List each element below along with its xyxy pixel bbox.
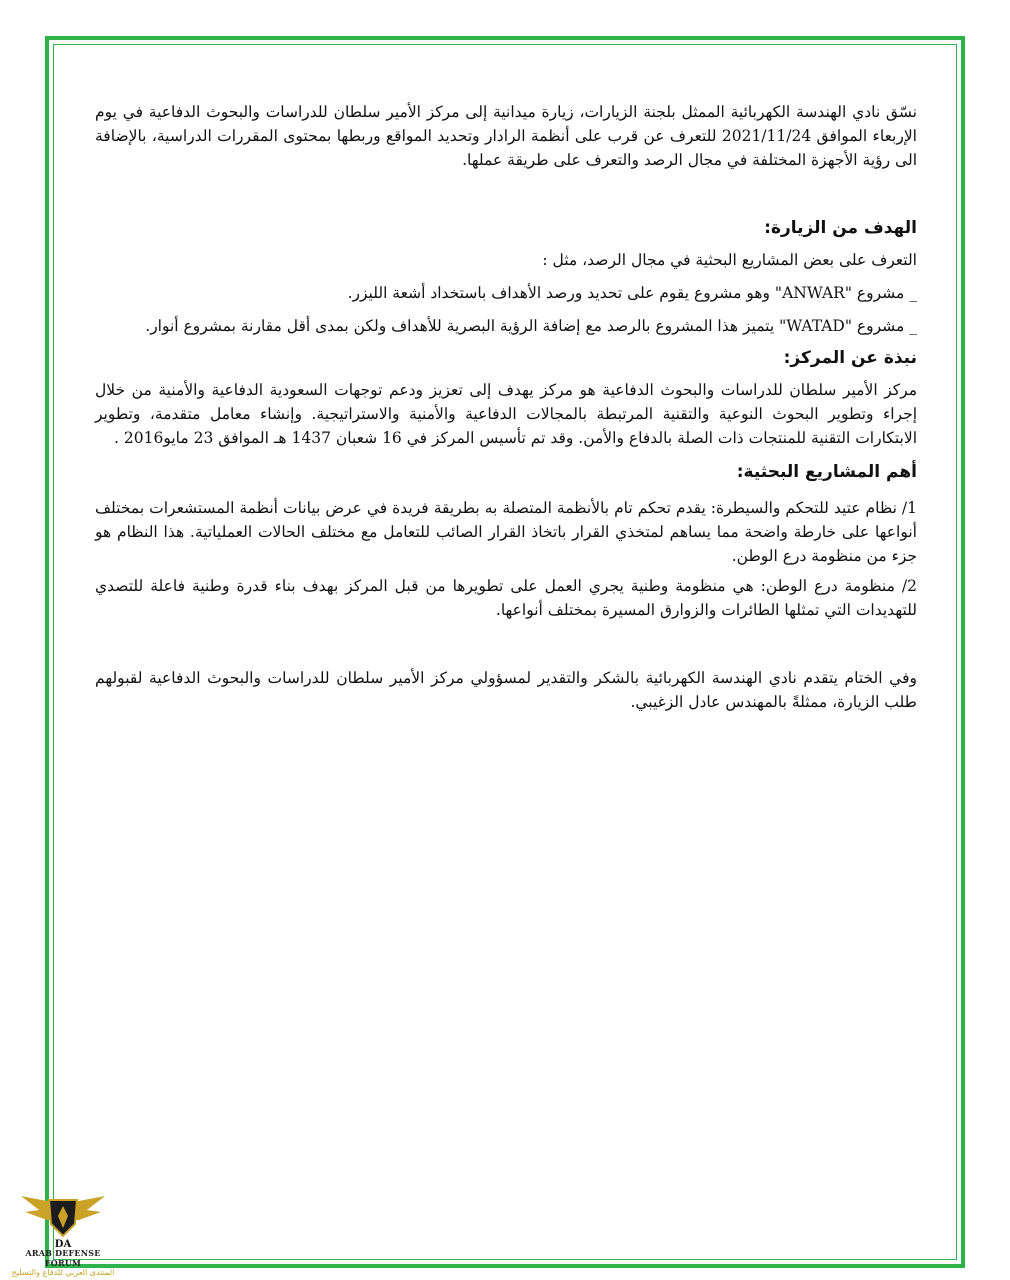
goal-item-watad: _ مشروع "WATAD" يتميز هذا المشروع بالرصد مع إضافة الرؤية البصرية للأهداف ولكن بمدى أقل مقارنة بمشروع أنوار. [145,317,917,335]
goal-heading: الهدف من الزيارة: [764,218,917,238]
goal-item-anwar: _ مشروع "ANWAR" وهو مشروع يقوم على تحديد ورصد الأهداف باستخداد أشعة الليزر. [347,284,917,302]
arab-defense-forum-watermark [8,1190,118,1278]
project-item-dir-alwatan: 2/ منظومة درع الوطن: هي منظومة وطنية يجري العمل على تطويرها من قبل المركز بهدف بناء قدرة وطنية فاعلة للتصدي للتهديدات التي تمثلها الطائرات والزوارق المسيرة بمختلف أنواعها. [95,577,917,619]
closing-paragraph: وفي الختام يتقدم نادي الهندسة الكهربائية بالشكر والتقدير لمسؤولي مركز الأمير سلطان للدراسات والبحوث الدفاعية لقبولهم طلب الزيارة، ممثلةً بالمهندس عادل الزغيبي. [95,669,917,711]
logo-initials: DA [54,1239,72,1250]
intro-paragraph: نسّق نادي الهندسة الكهربائية الممثل بلجنة الزيارات، زيارة ميدانية إلى مركز الأمير سلطان للدراسات والبحوث الدفاعية في يوم الإربعاء الموافق 2021/11/24 للتعرف عن قرب على أنظمة الرادار وتحديد المواقع وربطها بمحتوى المقررات الدراسية، بالإضافة الى رؤية الأجهزة المختلفة في مجال الرصد والتعرف على طريقة عملها. [95,103,917,169]
about-heading: نبذة عن المركز: [783,348,917,368]
logo-title: ARAB DEFENSE FORUM [25,1248,101,1268]
logo-subtitle: المنتدى العربي للدفاع والتسليح [11,1268,115,1277]
project-item-ateed: 1/ نظام عتيد للتحكم والسيطرة: يقدم تحكم تام بالأنظمة المتصلة به بطريقة فريدة في عرض بيانات أنظمة المستشعرات بمختلف أنواعها على خارطة واضحة مما يساهم لمتخذي القرار باتخاذ القرار الصائب للتعامل مع مختلف الحالات العملياتية. هذا النظام هو جزء من منظومة درع الوطن. [95,499,917,565]
goal-lead: التعرف على بعض المشاريع البحثية في مجال الرصد، مثل : [542,251,917,269]
about-paragraph: مركز الأمير سلطان للدراسات والبحوث الدفاعية هو مركز يهدف إلى تعزيز ودعم توجهات السعودية الدفاعية والأمنية من خلال إجراء وتطوير البحوث النوعية والتقنية المرتبطة بالمجالات الدفاعية والأمنية والاستراتيجية. وإنشاء معامل متقدمة، وتطوير الابتكارات التقنية للمنتجات ذات الصلة بالدفاع والأمن. وقد تم تأسيس المركز في 16 شعبان 1437 هـ الموافق 23 مايو2016 . [95,381,917,447]
document-body [95,100,917,714]
projects-heading: أهم المشاريع البحثية: [736,462,917,482]
eagle-shield-icon [13,1190,113,1250]
